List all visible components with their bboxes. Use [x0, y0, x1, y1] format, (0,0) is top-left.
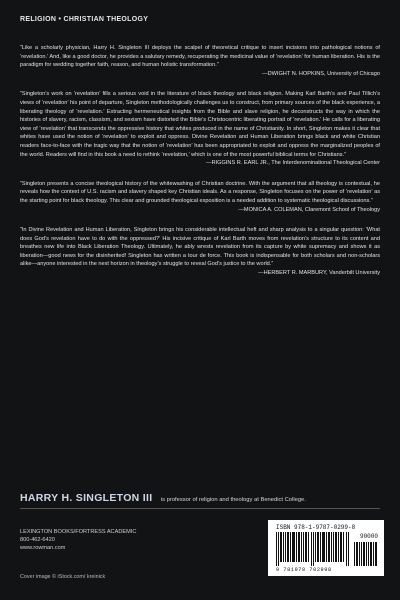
review-text: “Singleton’s work on ‘revelation’ fills a serious void in the literature of black theology and black religion. Making Karl Barth’s and Paul Tillich’s views of ‘revelation’ his point of departure, Singleton methodologically challenges us to construct, from primary sources of the black experience, a liberating theology of ‘revelation.’ Extracting hermeneutical insights from the Bible and slave religion, he deconstructs the way in which the histories of slavery, racism, classism, and sexism have distorted the Bible’s Christocentric liberating portrait of ‘revelation.’ He calls for a liberating view of ‘revelation’ that transcends the oppressive history that whites produced in the name of Christianity. In short, Singleton makes it clear that whites have used the notion of ‘revelation’ to exploit and oppress. Divine Revelation and Human Liberation brings black and white Christian readers face-to-face with the tragic way that the notion of ‘revelation’ has been appropriated to exploit and oppress the marginalized peoples of the world. Readers will find in this book a need to rethink ‘revelation,’ which is one of the most powerful biblical terms for Christians.”	[20, 91, 380, 158]
review-attribution: —RIGGINS R. EARL JR., The Interdenominational Theological Center	[205, 160, 380, 167]
barcode-bars	[276, 532, 350, 566]
review-blurbs	[20, 44, 380, 290]
review-blurb	[20, 90, 380, 167]
price-code: 90000	[359, 533, 378, 540]
review-attribution: —HERBERT R. MARBURY, Vanderbilt University	[258, 270, 380, 277]
publisher-name: LEXINGTON BOOKS/FORTRESS ACADEMIC	[20, 529, 137, 535]
isbn-barcode	[268, 520, 384, 576]
barcode-digits: 9 781978 702998	[276, 567, 332, 573]
review-text: “In Divine Revelation and Human Liberation, Singleton brings his considerable intellectual heft and sharp analysis to a singular question: ‘What does God’s revelation have to do with the oppressed?’ His incisive critique of Karl Barth moves from revelation’s structure to its content and breathes new life into Black Liberation Theology. Ultimately, he ably wrests revelation from its capture by white supremacy and shows it as liberation—good news for the disinherited! Singleton has written a tour de force. This book is indispensable for both scholars and non-scholars alike—anyone interested in the next horizon in theology’s struggle to reveal God’s justice to the world.”	[20, 227, 380, 268]
category-label: RELIGION • CHRISTIAN THEOLOGY	[20, 16, 149, 23]
review-blurb	[20, 44, 380, 78]
isbn-label: ISBN 978-1-9787-0299-8	[276, 524, 356, 531]
cover-image-credit: Cover image © iStock.com/ kreinick	[20, 574, 106, 580]
publisher-phone: 800-462-6420	[20, 537, 55, 543]
review-attribution: —MONICA A. COLEMAN, Claremont School of Theology	[238, 206, 380, 213]
publisher-url: www.rowman.com	[20, 545, 66, 551]
author-line	[20, 488, 306, 506]
review-attribution: —DWIGHT N. HOPKINS, University of Chicago	[261, 70, 380, 77]
review-text: “Singleton presents a concise theological history of the whitewashing of Christian doctrine. With the argument that all theology is contextual, he reveals how the context of U.S. racism and slavery shaped key Christian ideals. As a response, Singleton focuses on the power of ‘revelation’ as the starting point for black theology. This clear and grounded theological exposition is a needed addition to systematic theological discussions.”	[20, 180, 380, 204]
review-blurb	[20, 180, 380, 214]
price-barcode-bars	[354, 542, 378, 566]
author-bio: is professor of religion and theology at Benedict College.	[160, 497, 306, 503]
review-blurb	[20, 226, 380, 278]
publisher-info	[20, 528, 136, 552]
review-text: “Like a scholarly physician, Harry H. Singleton III deploys the scalpel of theoretical critique to insert incisions into pathological notions of ‘revelation.’ And, like a good doctor, he provides a salutary remedy, recuperating the medicinal value of ‘revelation’ for human liberation. His is the paradigm for wedding together faith, reason, and human holistic transformation.”	[20, 45, 380, 69]
divider	[20, 508, 380, 509]
author-name: HARRY H. SINGLETON III	[20, 492, 153, 504]
